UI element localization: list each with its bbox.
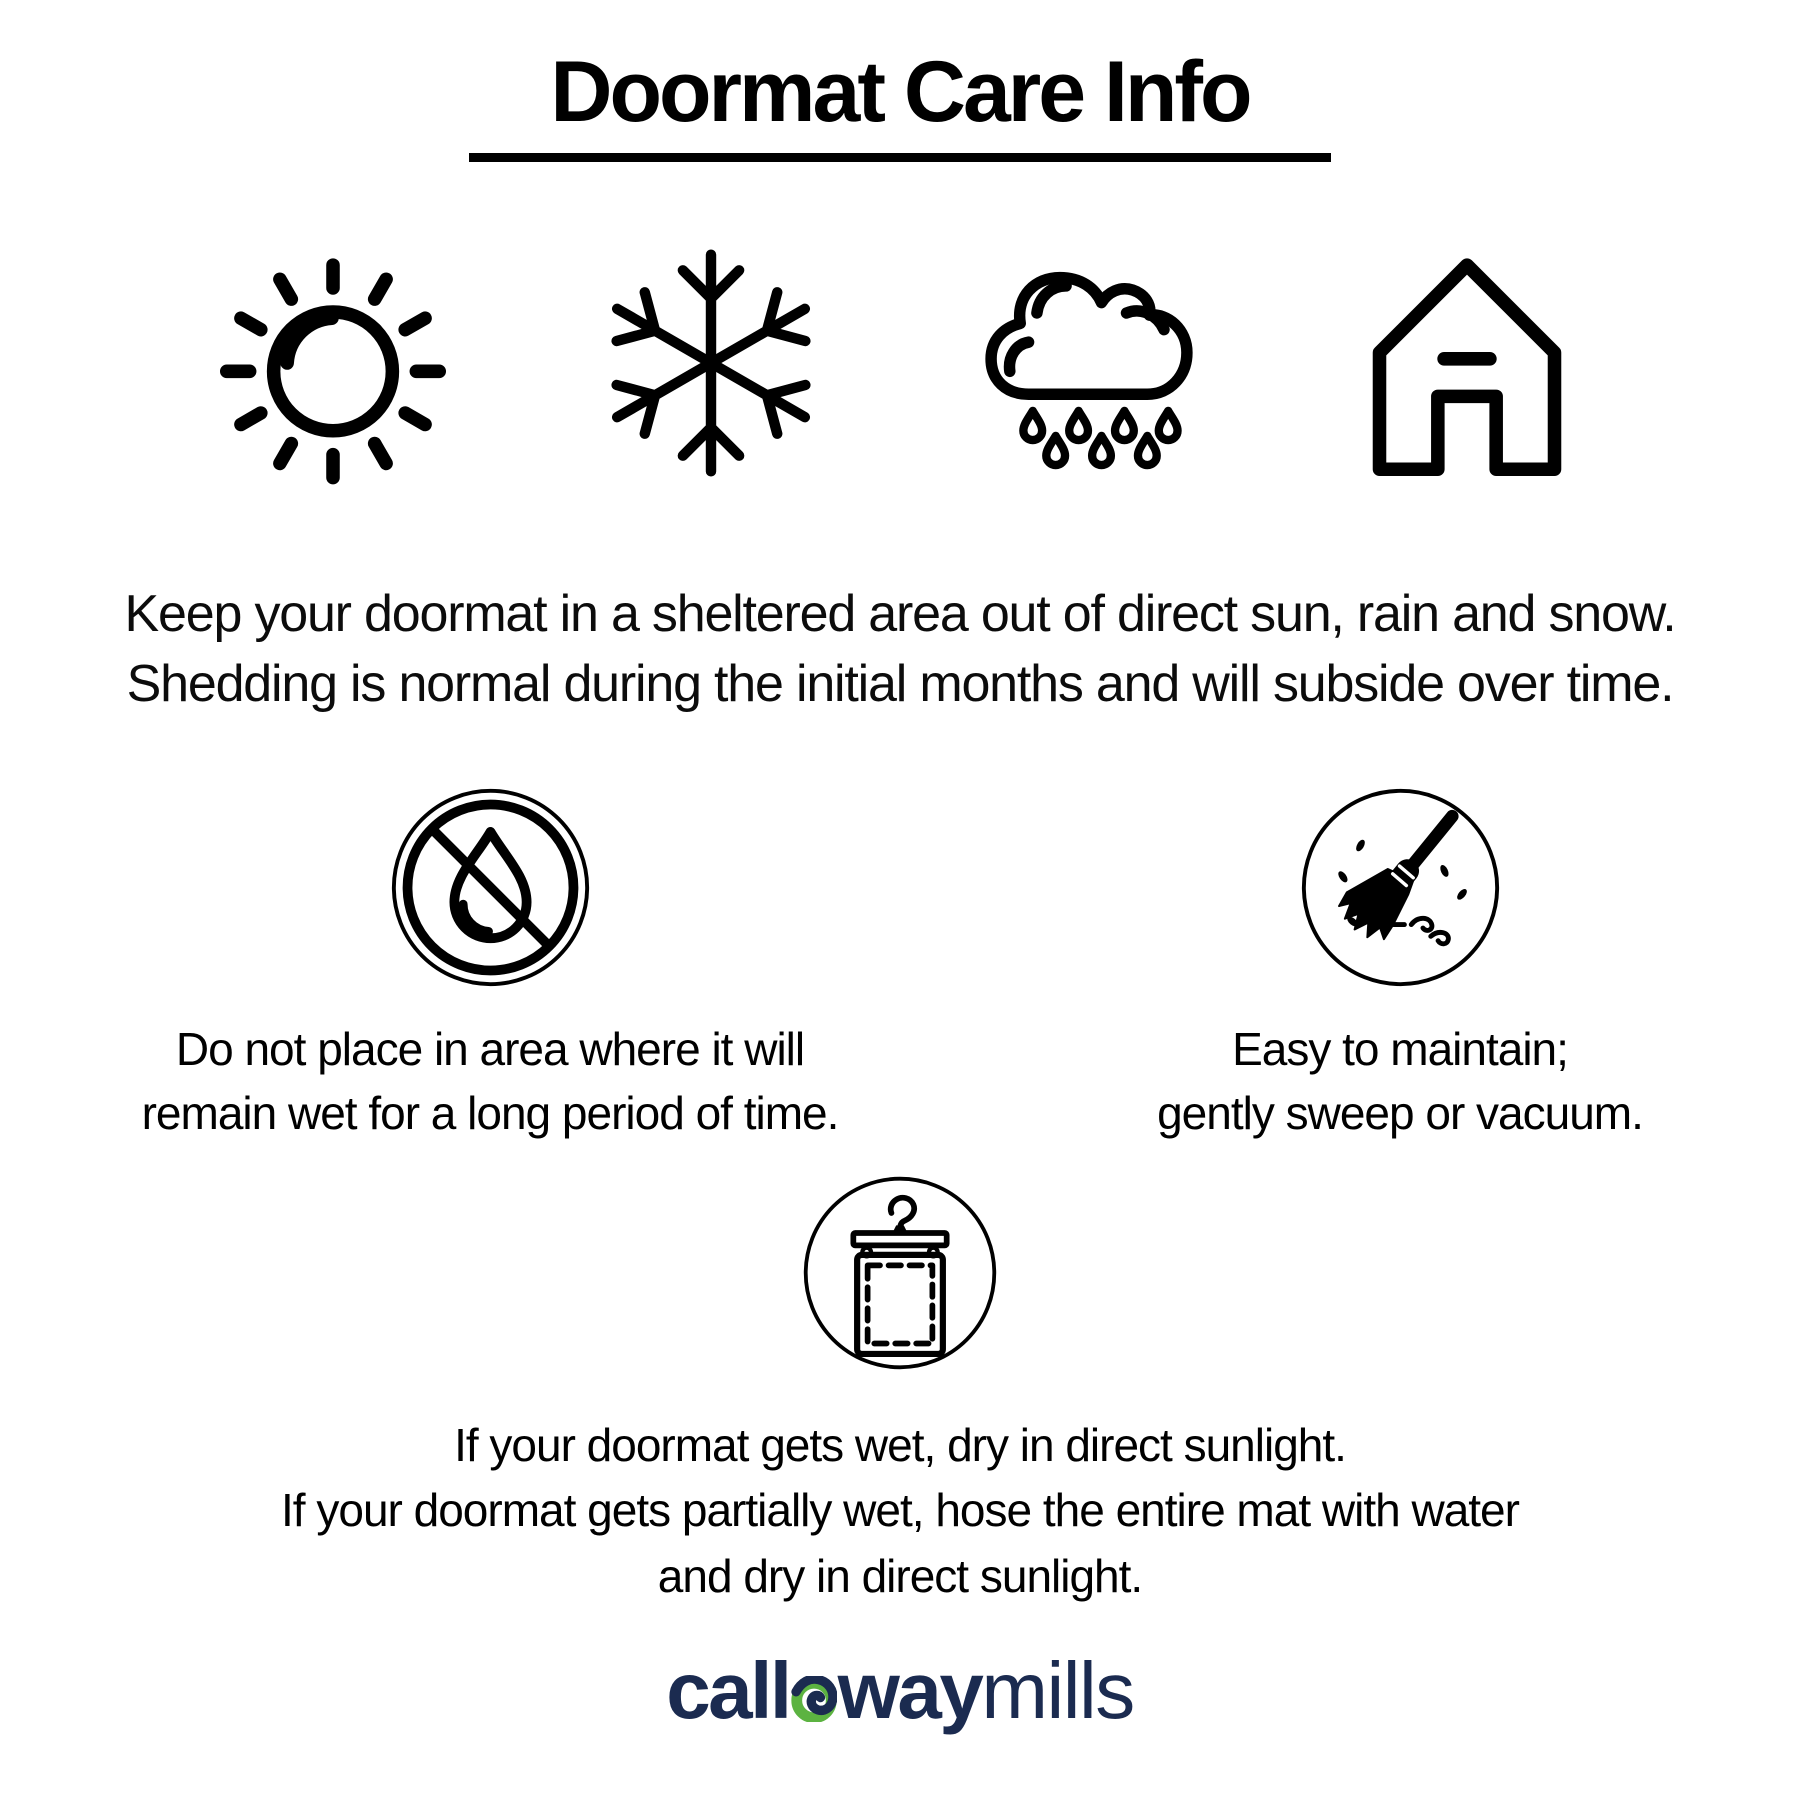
weather-icons-row: [0, 238, 1800, 488]
drying-instructions: [0, 1413, 1800, 1609]
caption-sweep-line-1: Easy to maintain;: [1232, 1023, 1568, 1076]
sun-icon: [208, 238, 458, 488]
intro-text: [0, 580, 1800, 719]
intro-line-2: Shedding is normal during the initial months and will subside over time.: [126, 654, 1674, 713]
care-row: [0, 785, 1800, 1145]
drying-line-2: If your doormat gets partially wet, hose the entire mat with water: [281, 1484, 1519, 1537]
caption-sweep: [1157, 1018, 1643, 1145]
sweep-icon: [1298, 785, 1503, 990]
caption-no-water: [142, 1018, 839, 1145]
logo-calloway-tail: way: [837, 1646, 982, 1736]
no-water-icon: [388, 785, 593, 990]
caption-no-water-line-2: remain wet for a long period of time.: [141, 1086, 839, 1139]
care-item-sweep: [1080, 785, 1720, 1145]
caption-no-water-line-1: Do not place in area where it will: [175, 1023, 805, 1076]
snowflake-icon: [586, 238, 836, 488]
drying-line-1: If your doormat gets wet, dry in direct sunlight.: [454, 1419, 1346, 1472]
care-item-no-water: [80, 785, 900, 1145]
logo-o-swirl-icon: [791, 1676, 837, 1722]
brand-logo: [0, 1645, 1800, 1737]
house-icon: [1342, 238, 1592, 488]
drying-line-3: and dry in direct sunlight.: [657, 1549, 1143, 1602]
page-title: Doormat Care Info: [550, 44, 1250, 140]
logo-mills: mills: [981, 1646, 1134, 1736]
logo-calloway: call: [666, 1646, 790, 1736]
rain-cloud-icon: [964, 238, 1214, 488]
hang-dry-icon: [800, 1173, 1000, 1373]
hang-dry-wrap: [0, 1173, 1800, 1373]
title-underline: [469, 153, 1331, 162]
caption-sweep-line-2: gently sweep or vacuum.: [1157, 1086, 1643, 1139]
intro-line-1: Keep your doormat in a sheltered area out of direct sun, rain and snow.: [124, 584, 1676, 643]
